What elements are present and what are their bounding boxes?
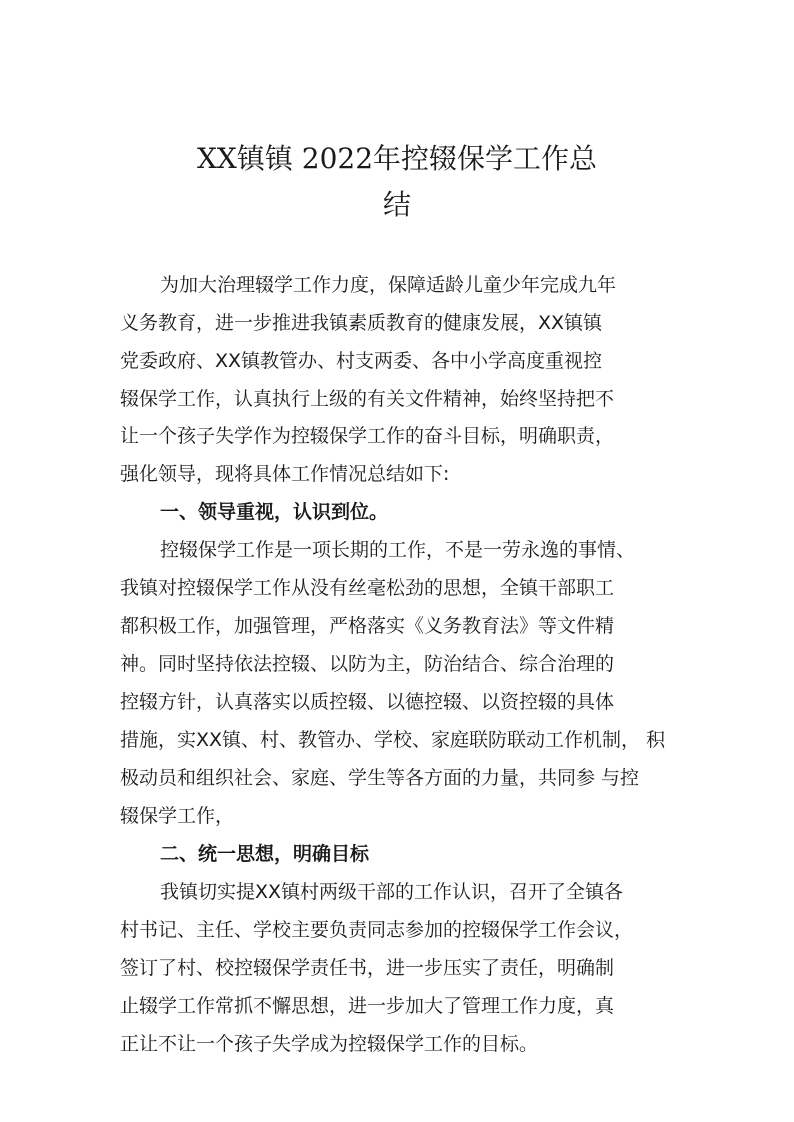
paragraph-line: 村书记、主任、学校主要负责同志参加的控辍保学工作会议， <box>120 919 634 941</box>
document-title-line-2: 结 <box>382 188 411 221</box>
paragraph-line: 让一个孩子失学作为控辍保学工作的奋斗目标，明确职责， <box>120 425 615 447</box>
paragraph-line: 我镇切实提XX镇村两级干部的工作认识，召开了全镇各 <box>160 881 624 903</box>
section-heading-2: 二、统一思想，明确目标 <box>160 843 370 865</box>
paragraph-line: 神。同时坚持依法控辍、以防为主，防治结合、综合治理的 <box>120 653 615 675</box>
paragraph-line: 措施，实XX镇、村、教管办、学校、家庭联防联动工作机制， 积 <box>120 729 666 751</box>
paragraph-line: 我镇对控辍保学工作从没有丝毫松劲的思想，全镇干部职工 <box>120 577 615 599</box>
paragraph-line: 止辍学工作常抓不懈思想，进一步加大了管理工作力度，真 <box>120 995 615 1017</box>
paragraph-line: 控辍方针，认真落实以质控辍、以德控辍、以资控辍的具体 <box>120 691 615 713</box>
paragraph-line: 极动员和组织社会、家庭、学生等各方面的力量，共同参 与控 <box>120 767 640 789</box>
paragraph-line: 为加大治理辍学工作力度，保障适龄儿童少年完成九年 <box>160 274 617 296</box>
paragraph-line: 签订了村、校控辍保学责任书，进一步压实了责任，明确制 <box>120 957 615 979</box>
document-title-line-1: XX镇镇 2022年控辍保学工作总 <box>196 142 598 175</box>
paragraph-line: 党委政府、XX镇教管办、村支两委、各中小学高度重视控 <box>120 350 603 372</box>
paragraph-line: 都积极工作，加强管理，严格落实《义务教育法》等文件精 <box>120 615 615 637</box>
paragraph-line: 辍保学工作， <box>120 805 235 827</box>
paragraph-line: 义务教育，进一步推进我镇素质教育的健康发展，XX镇镇 <box>120 312 603 334</box>
paragraph-line: 正让不让一个孩子失学成为控辍保学工作的目标。 <box>120 1033 539 1055</box>
paragraph-line: 控辍保学工作是一项长期的工作，不是一劳永逸的事情、 <box>160 539 636 561</box>
paragraph-line: 强化领导，现将具体工作情况总结如下: <box>120 463 450 485</box>
paragraph-line: 辍保学工作，认真执行上级的有关文件精神，始终坚持把不 <box>120 388 615 410</box>
section-heading-1: 一、领导重视，认识到位。 <box>160 501 389 523</box>
